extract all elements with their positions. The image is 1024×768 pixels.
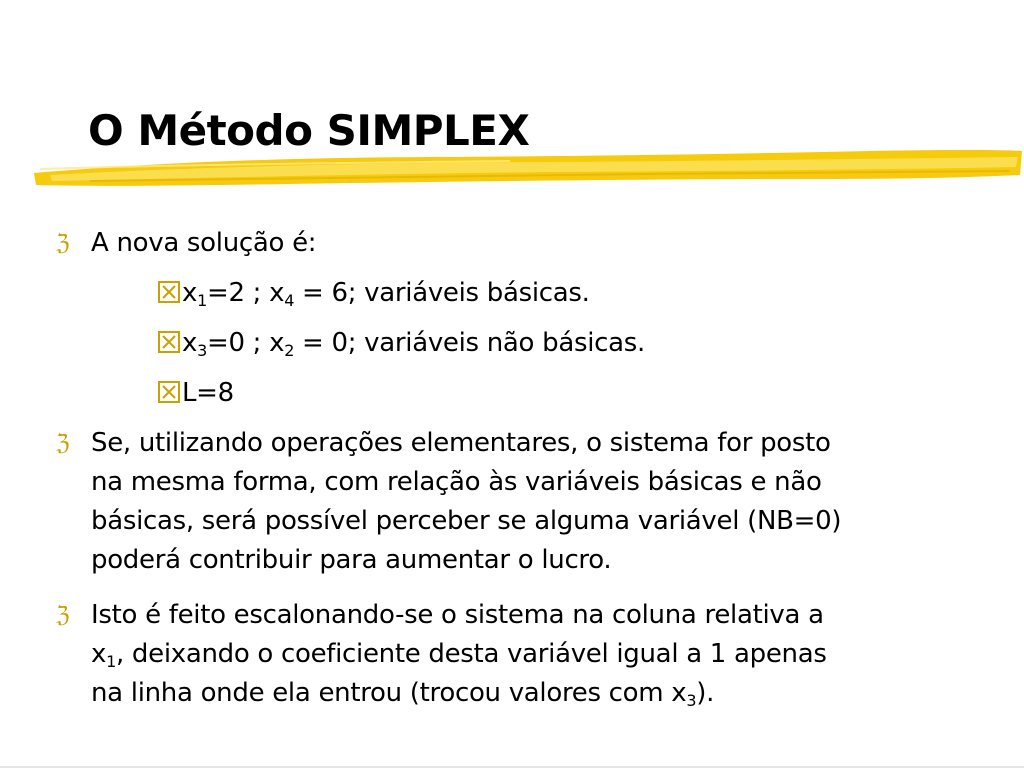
subscript: 2 [284,341,295,360]
sub-item-text: L=8 [182,378,234,408]
subscript: 3 [686,691,697,710]
bullet-line-a: x [91,639,107,669]
subscript: 4 [284,291,295,310]
bullet-line-b: , deixando o coeficiente desta variável igual a 1 apenas [115,639,827,669]
bullet-text [91,596,986,713]
sub-item [158,324,645,363]
x-box-icon [158,331,180,353]
subscript: 1 [106,652,116,671]
bullet-line: Se, utilizando operações elementares, o sistema for posto [91,428,831,458]
bullet-text [91,424,986,580]
sub-item-text-a: x [182,278,198,308]
subscript: 3 [197,341,207,360]
sub-item-text-c: = 0; variáveis não básicas. [294,328,645,358]
z-bullet-icon: ℨ [56,431,70,456]
z-bullet-icon: ℨ [56,603,70,628]
bullet-item [56,596,986,713]
bullet-line: poderá contribuir para aumentar o lucro. [91,545,612,575]
bullet-text: A nova solução é: [91,228,317,258]
x-box-icon [158,281,180,303]
bullet-line: básicas, será possível perceber se alguma variável (NB=0) [91,506,842,536]
bullet-line-b: ). [696,678,715,708]
subscript: 1 [197,291,207,310]
sub-item-text-b: =2 ; x [206,278,285,308]
slide-title: O Método SIMPLEX [88,106,530,155]
sub-item [158,274,590,313]
sub-item-text-b: =0 ; x [206,328,285,358]
z-bullet-icon: ℨ [56,231,70,256]
bullet-item [56,424,986,580]
sub-item-text-c: = 6; variáveis básicas. [294,278,590,308]
sub-item [158,374,234,413]
bullet-item [56,224,986,263]
bullet-line: Isto é feito escalonando-se o sistema na coluna relativa a [91,600,824,630]
x-box-icon [158,381,180,403]
bullet-line-a: na linha onde ela entrou (trocou valores com x [91,678,687,708]
sub-item-text-a: x [182,328,198,358]
bullet-line: na mesma forma, com relação às variáveis básicas e não [91,467,822,497]
